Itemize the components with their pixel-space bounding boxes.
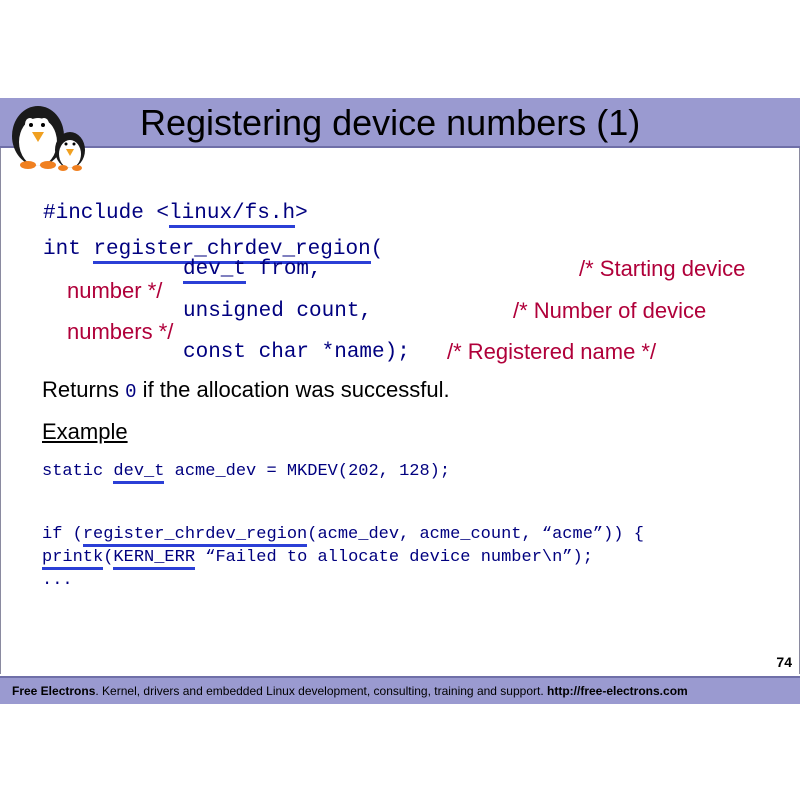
example-label: Example bbox=[42, 419, 128, 444]
footer-url-link[interactable]: http://free-electrons.com bbox=[547, 684, 688, 698]
printk-paren: ( bbox=[103, 548, 114, 567]
slide-header bbox=[0, 98, 800, 148]
returns-code: 0 bbox=[125, 381, 137, 403]
include-link[interactable]: linux/fs.h bbox=[169, 202, 295, 228]
footer-description: . Kernel, drivers and embedded Linux development, consulting, training and support. bbox=[95, 684, 547, 698]
if-keyword: if ( bbox=[42, 525, 83, 544]
arg2-line: unsigned count, bbox=[183, 300, 373, 323]
include-prefix: #include < bbox=[43, 202, 170, 225]
dev-t-link[interactable]: dev_t bbox=[183, 258, 246, 284]
arg1-comment-wrap: number */ bbox=[67, 278, 163, 303]
include-line bbox=[43, 202, 308, 225]
include-suffix: > bbox=[295, 202, 308, 225]
arg3-comment: /* Registered name */ bbox=[447, 339, 657, 364]
slide-body bbox=[0, 148, 800, 674]
returns-text bbox=[42, 377, 450, 403]
arg2-comment-wrap: numbers */ bbox=[67, 319, 174, 344]
static-keyword: static bbox=[42, 462, 114, 481]
arg2-comment: /* Number of device bbox=[513, 298, 707, 323]
example-line-2 bbox=[42, 525, 644, 544]
page-number: 74 bbox=[776, 654, 792, 670]
example-line-1-rest: acme_dev = MKDEV(202, 128); bbox=[164, 462, 451, 481]
returns-suffix: if the allocation was successful. bbox=[136, 377, 450, 402]
paren-open: ( bbox=[370, 238, 384, 261]
example-line-3 bbox=[42, 548, 593, 567]
int-keyword: int bbox=[43, 238, 94, 261]
example-line-2-rest: (acme_dev, acme_count, “acme”)) { bbox=[307, 525, 644, 544]
footer-brand: Free Electrons bbox=[12, 684, 96, 698]
register-chrdev-region-link-2[interactable]: register_chrdev_region bbox=[83, 525, 307, 547]
slide bbox=[0, 98, 800, 702]
register-chrdev-region-link[interactable]: register_chrdev_region bbox=[93, 238, 370, 264]
arg3-line: const char *name); bbox=[183, 341, 410, 364]
example-line-4: ... bbox=[42, 571, 73, 590]
example-line-3-rest: “Failed to allocate device number\n”); bbox=[195, 548, 593, 567]
returns-prefix: Returns bbox=[42, 377, 126, 402]
arg1-rest: from, bbox=[246, 258, 322, 281]
footer-text bbox=[0, 678, 800, 704]
dev-t-link-2[interactable]: dev_t bbox=[113, 462, 164, 484]
printk-link[interactable]: printk bbox=[42, 548, 103, 570]
arg1-line bbox=[183, 258, 322, 281]
slide-title: Registering device numbers (1) bbox=[140, 102, 641, 143]
arg1-comment: /* Starting device bbox=[579, 256, 746, 281]
slide-footer bbox=[0, 676, 800, 704]
kern-err-link[interactable]: KERN_ERR bbox=[113, 548, 195, 570]
example-line-1 bbox=[42, 462, 450, 481]
